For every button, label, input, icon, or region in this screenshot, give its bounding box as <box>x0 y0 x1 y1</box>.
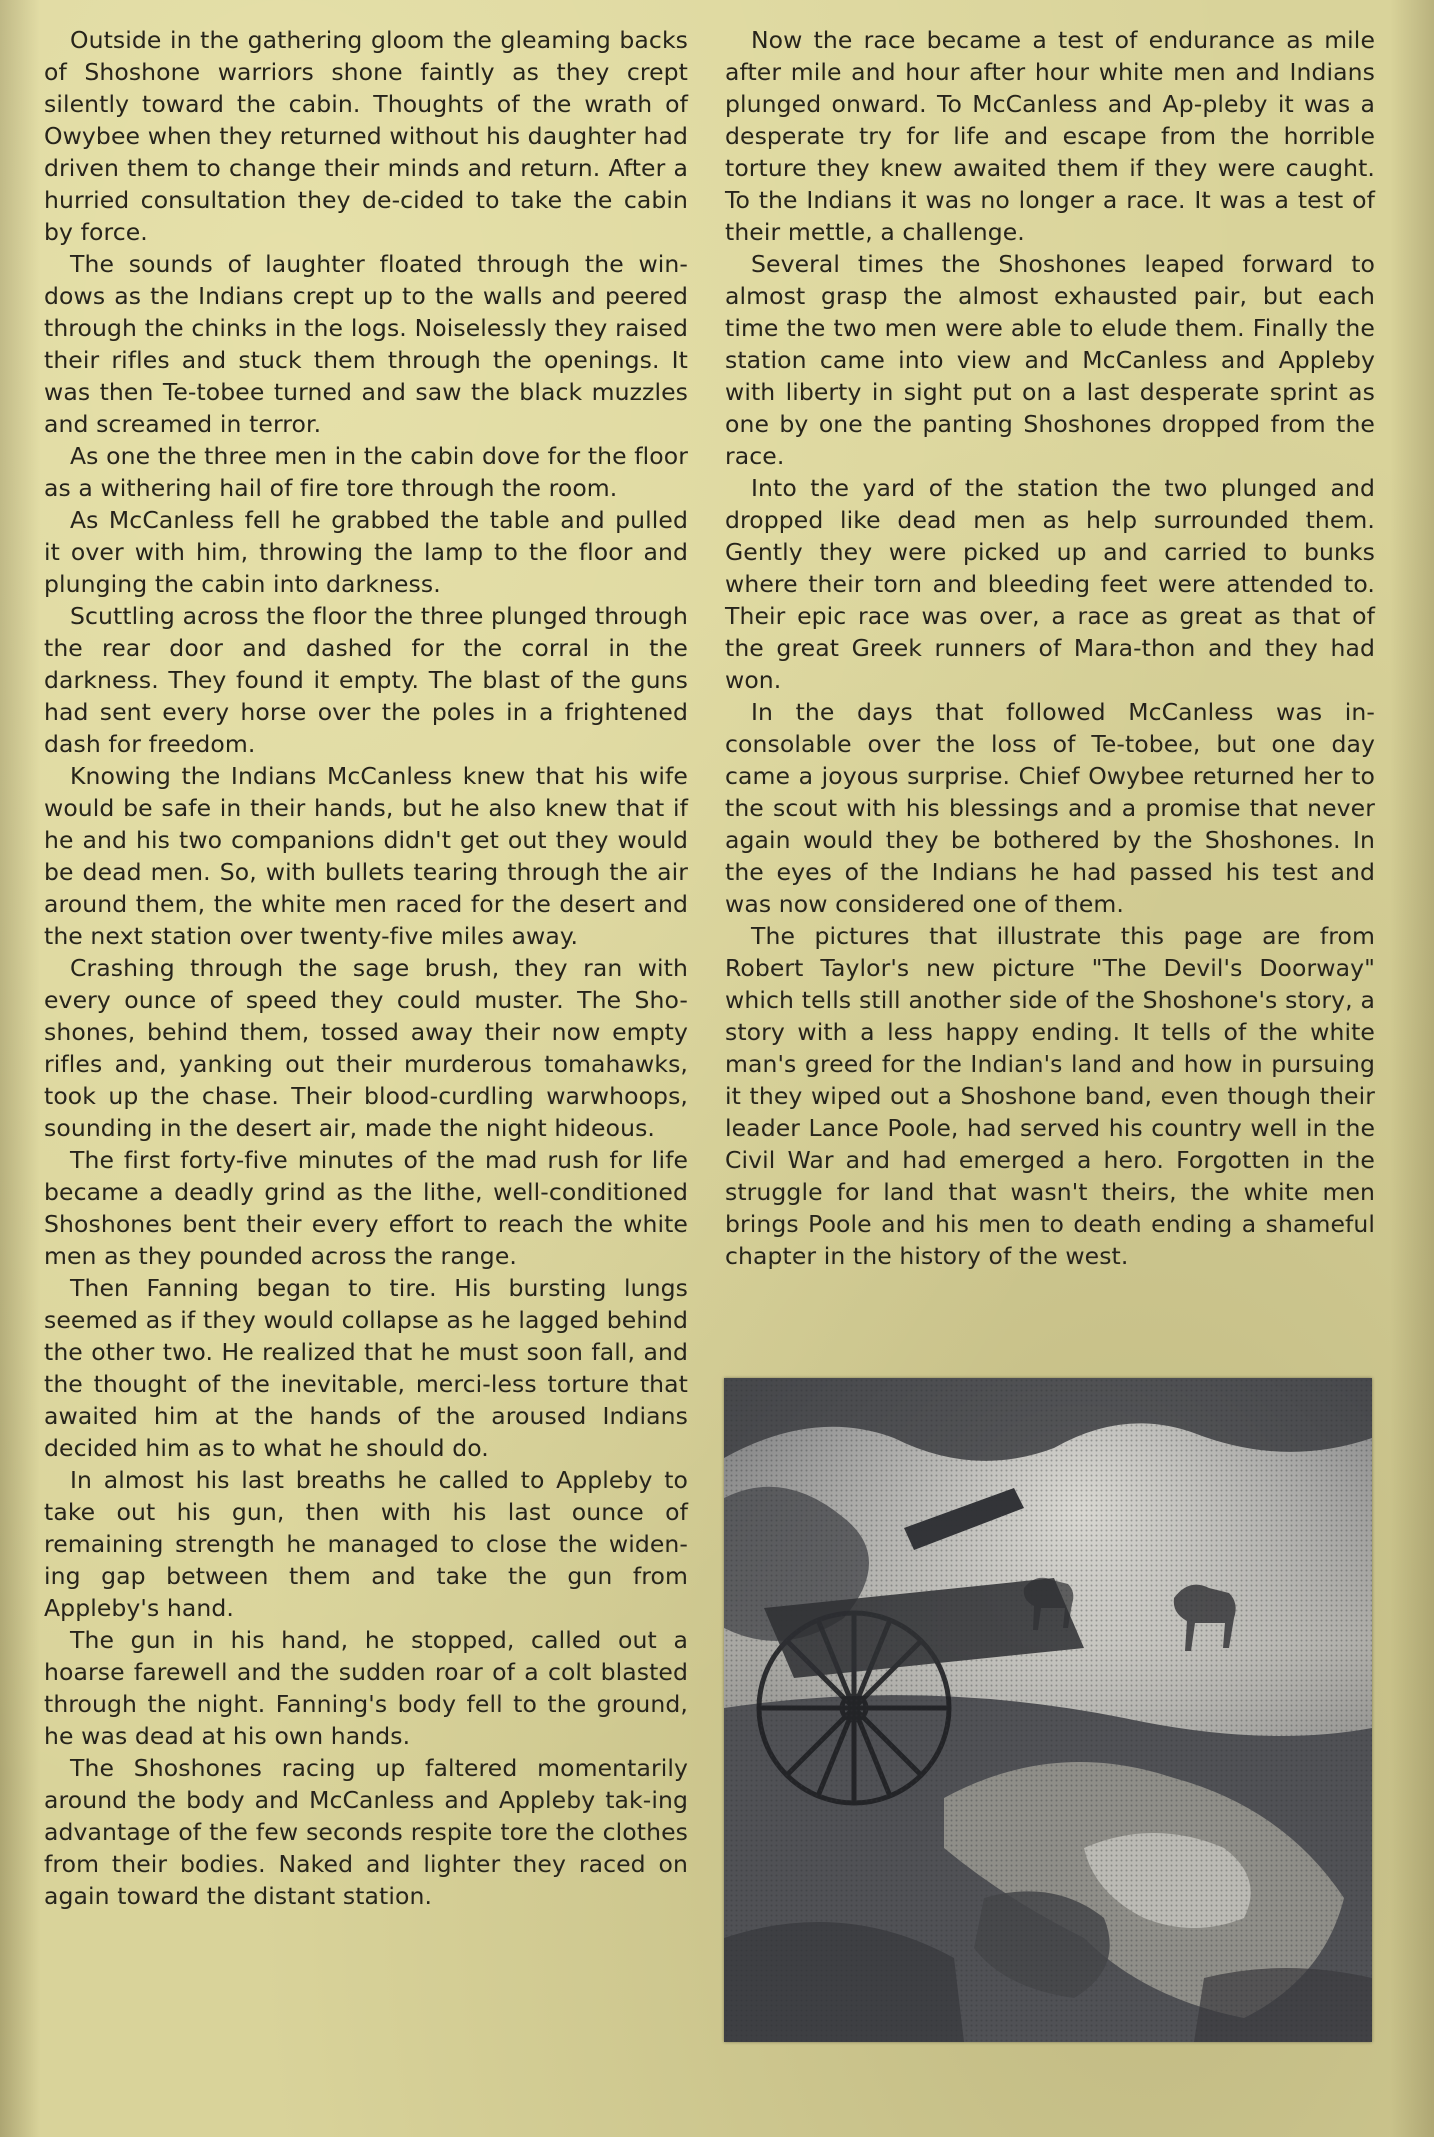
paragraph: Knowing the Indians McCanless knew that his wife would be safe in their hands, but he also knew that if he and his two companions didn't get out they would be dead men. So, with bullets tearing through the air around them, the white men raced for the desert and the next station over twenty-five miles away. <box>44 762 688 950</box>
paragraph: The pictures that illustrate this page are from Robert Taylor's new picture "The Devil's Doorway" which tells still another side of the Shoshone's story, a story with a less happy ending. It tells of the white man's greed for the Indian's land and how in pursuing it they wiped out a Shoshone band, even though their leader Lance Poole, had served his country well in the Civil War and had emerged a hero. Forgotten in the struggle for land that wasn't theirs, the white men brings Poole and his men to death ending a shameful chapter in the history of the west. <box>725 922 1375 1270</box>
movie-still-photo <box>724 1378 1372 2042</box>
paragraph: Scuttling across the floor the three plunged through the rear door and dashed for the corral in the darkness. They found it empty. The blast of the guns had sent every horse over the poles in a frightened dash for freedom. <box>44 602 688 758</box>
right-text-column <box>725 24 1375 1272</box>
paragraph: Into the yard of the station the two plunged and dropped like dead men as help surrounded them. Gently they were picked up and carried to bunks where their torn and bleeding feet were attended to. Their epic race was over, a race as great as that of the great Greek runners of Mara-thon and they had won. <box>725 474 1375 694</box>
battle-scene-illustration <box>724 1378 1372 2042</box>
paragraph: As one the three men in the cabin dove for the floor as a withering hail of fire tore through the room. <box>44 442 688 502</box>
paragraph: Several times the Shoshones leaped forward to almost grasp the almost exhausted pair, but each time the two men were able to elude them. Finally the station came into view and McCanless and Appleby with liberty in sight put on a last desperate sprint as one by one the panting Shoshones dropped from the race. <box>725 250 1375 470</box>
paragraph: The gun in his hand, he stopped, called out a hoarse farewell and the sudden roar of a colt blasted through the night. Fanning's body fell to the ground, he was dead at his own hands. <box>44 1626 688 1750</box>
paragraph: The Shoshones racing up faltered momentarily around the body and McCanless and Appleby tak-ing advantage of the few seconds respite tore the clothes from their bodies. Naked and lighter they raced on again toward the distant station. <box>44 1754 688 1910</box>
paragraph: As McCanless fell he grabbed the table and pulled it over with him, throwing the lamp to the floor and plunging the cabin into darkness. <box>44 506 688 598</box>
paragraph: In the days that followed McCanless was in-consolable over the loss of Te-tobee, but one day came a joyous surprise. Chief Owybee returned her to the scout with his blessings and a promise that never again would they be bothered by the Shoshones. In the eyes of the Indians he had passed his test and was now considered one of them. <box>725 698 1375 918</box>
paragraph: The first forty-five minutes of the mad rush for life became a deadly grind as the lithe, well-conditioned Shoshones bent their every effort to reach the white men as they pounded across the range. <box>44 1146 688 1270</box>
paragraph: In almost his last breaths he called to Appleby to take out his gun, then with his last ounce of remaining strength he managed to close the widen-ing gap between them and take the gun from Appleby's hand. <box>44 1466 688 1622</box>
paragraph: Then Fanning began to tire. His bursting lungs seemed as if they would collapse as he lagged behind the other two. He realized that he must soon fall, and the thought of the inevitable, merci-less torture that awaited him at the hands of the aroused Indians decided him as to what he should do. <box>44 1274 688 1462</box>
paragraph: Now the race became a test of endurance as mile after mile and hour after hour white men and Indians plunged onward. To McCanless and Ap-pleby it was a desperate try for life and escape from the horrible torture they knew awaited them if they were caught. To the Indians it was no longer a race. It was a test of their mettle, a challenge. <box>725 26 1375 246</box>
paragraph: The sounds of laughter floated through the win-dows as the Indians crept up to the walls and peered through the chinks in the logs. Noiselessly they raised their rifles and stuck them through the openings. It was then Te-tobee turned and saw the black muzzles and screamed in terror. <box>44 250 688 438</box>
left-text-column <box>44 24 688 1912</box>
paragraph: Outside in the gathering gloom the gleaming backs of Shoshone warriors shone faintly as they crept silently toward the cabin. Thoughts of the wrath of Owybee when they returned without his daughter had driven them to change their minds and return. After a hurried consultation they de-cided to take the cabin by force. <box>44 26 688 246</box>
paragraph: Crashing through the sage brush, they ran with every ounce of speed they could muster. The Sho-shones, behind them, tossed away their now empty rifles and, yanking out their murderous tomahawks, took up the chase. Their blood-curdling warwhoops, sounding in the desert air, made the night hideous. <box>44 954 688 1142</box>
